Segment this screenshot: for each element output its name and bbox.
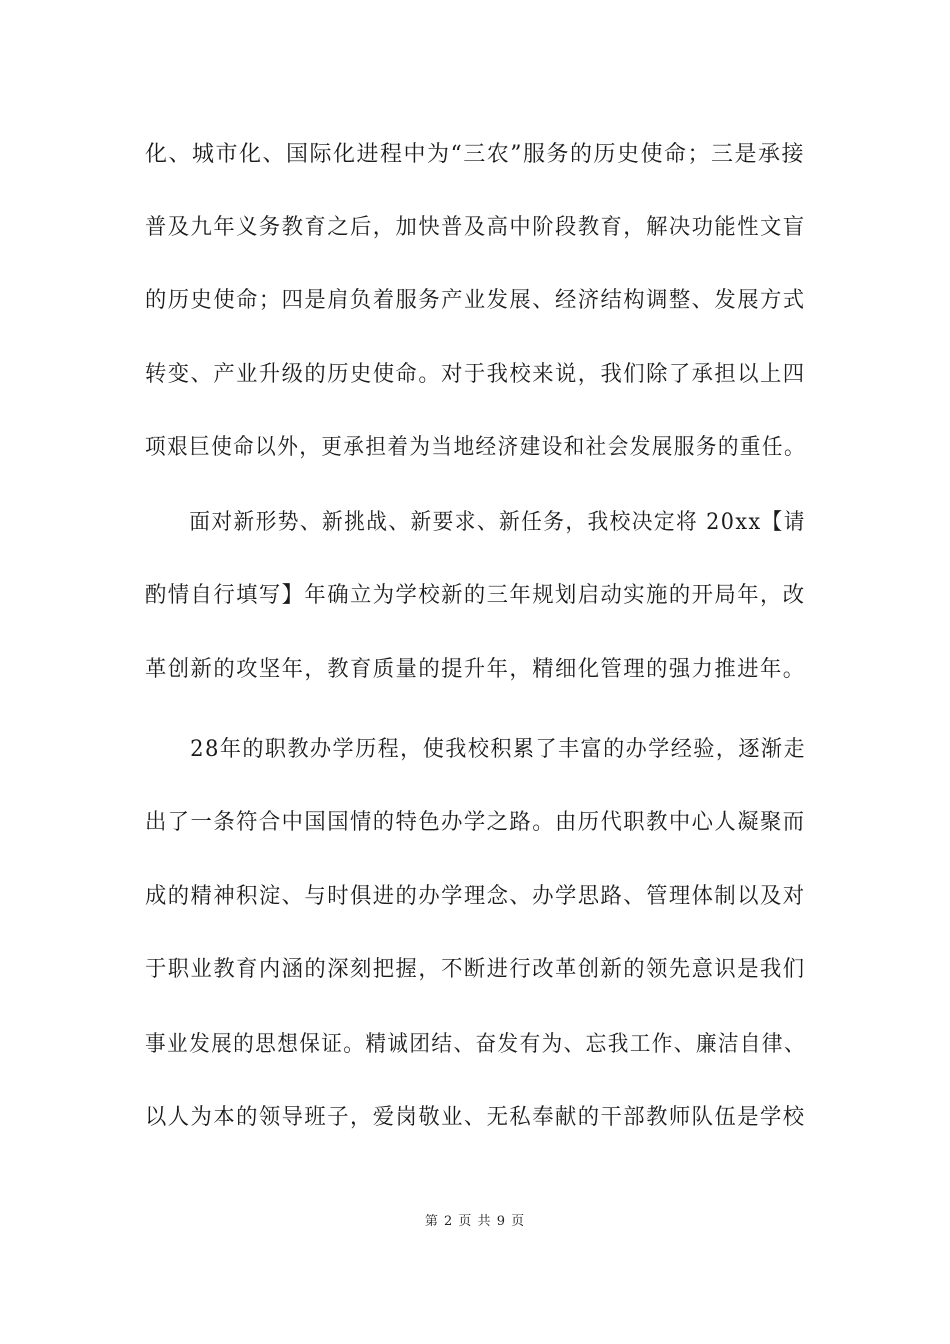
- text-line: 面对新形势、新挑战、新要求、新任务，我校决定将 20xx【请: [145, 510, 806, 535]
- text-line: 酌情自行填写】年确立为学校新的三年规划启动实施的开局年，改: [145, 583, 806, 608]
- text-line: 的历史使命；四是肩负着服务产业发展、经济结构调整、发展方式: [145, 288, 806, 313]
- text-line: 以人为本的领导班子，爱岗敬业、无私奉献的干部教师队伍是学校: [145, 1105, 806, 1130]
- text-line: 项艰巨使命以外，更承担着为当地经济建设和社会发展服务的重任。: [145, 435, 807, 460]
- text-line: 普及九年义务教育之后，加快普及高中阶段教育，解决功能性文盲: [145, 215, 806, 240]
- text-line: 转变、产业升级的历史使命。对于我校来说，我们除了承担以上四: [145, 362, 806, 387]
- text-line: 于职业教育内涵的深刻把握，不断进行改革创新的领先意识是我们: [145, 957, 806, 982]
- text-line: 化、城市化、国际化进程中为“三农”服务的历史使命；三是承接: [145, 142, 805, 167]
- text-line: 事业发展的思想保证。精诚团结、奋发有为、忘我工作、廉洁自律、: [145, 1032, 807, 1057]
- text-line: 28年的职教办学历程，使我校积累了丰富的办学经验，逐渐走: [145, 737, 806, 762]
- page-number-footer: 第 2 页 共 9 页: [424, 1214, 526, 1229]
- text-line: 出了一条符合中国国情的特色办学之路。由历代职教中心人凝聚而: [145, 810, 806, 835]
- text-line: 成的精神积淀、与时俱进的办学理念、办学思路、管理体制以及对: [145, 884, 806, 909]
- text-line: 革创新的攻坚年，教育质量的提升年，精细化管理的强力推进年。: [145, 657, 806, 682]
